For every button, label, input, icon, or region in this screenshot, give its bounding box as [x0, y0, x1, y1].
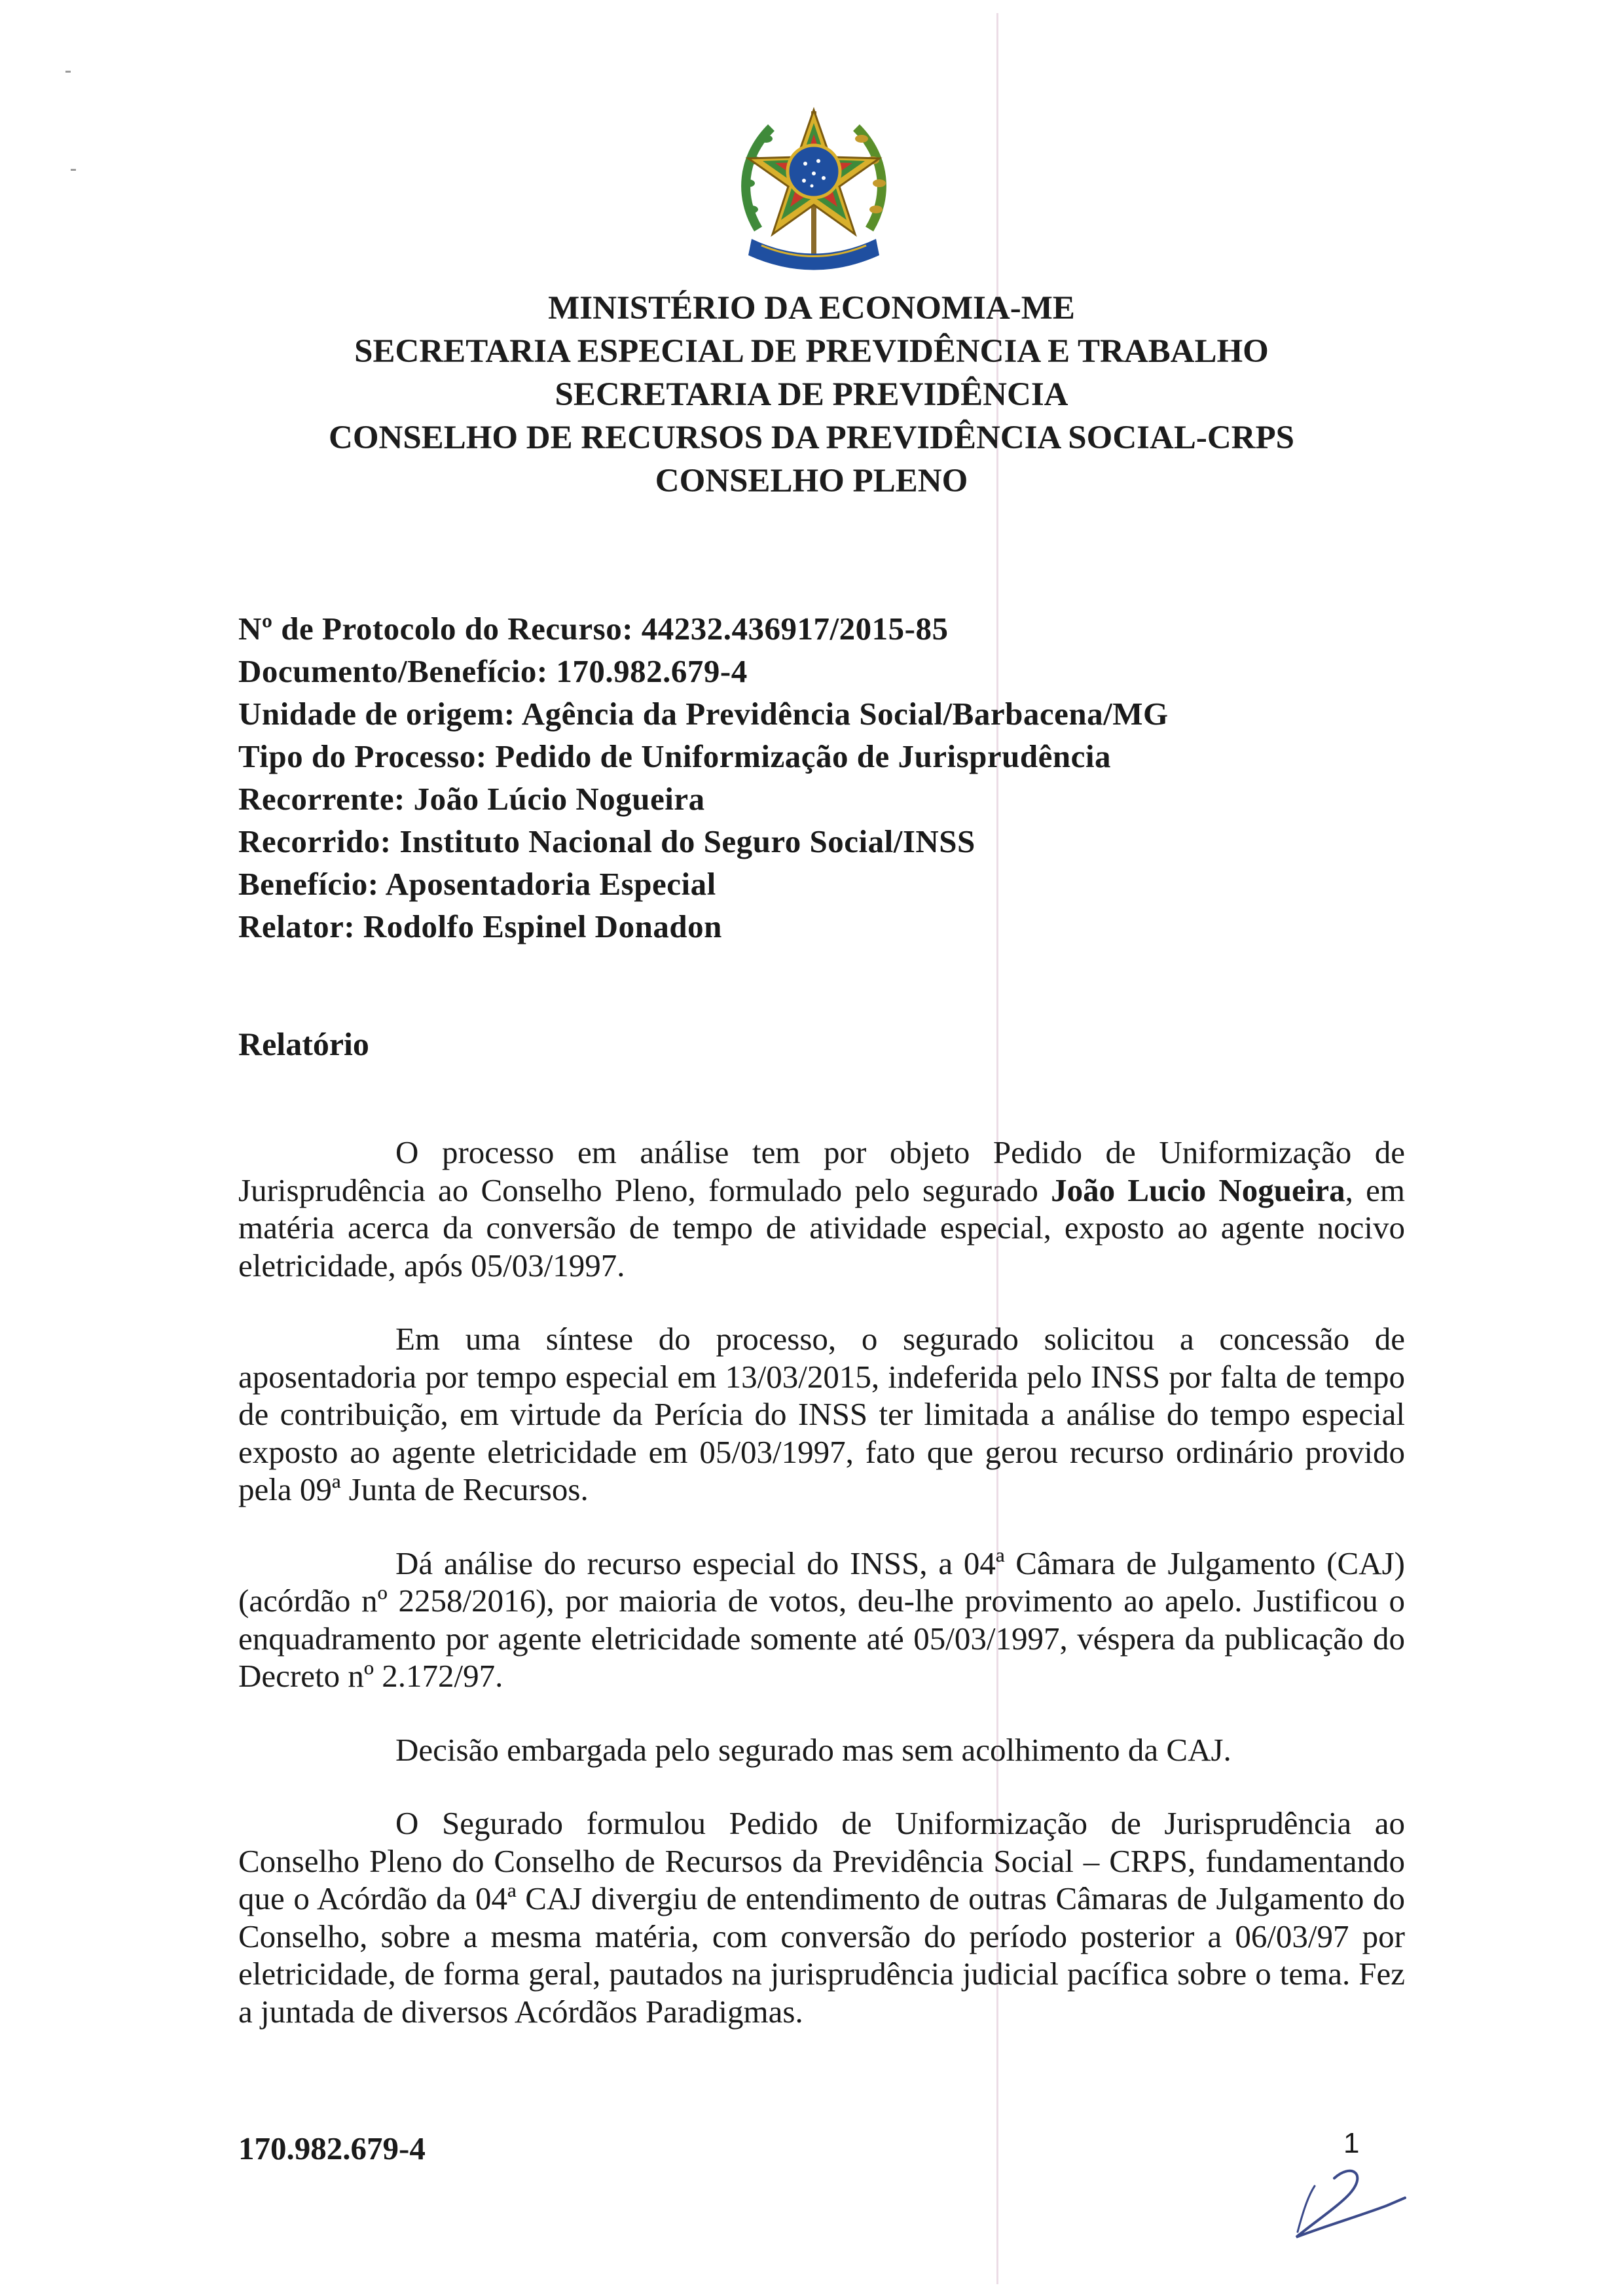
- paragraph-4: Decisão embargada pelo segurado mas sem acolhimento da CAJ.: [395, 1731, 1231, 1768]
- meta-relator: Relator: Rodolfo Espinel Donadon: [238, 908, 722, 944]
- header-line-conselho-recursos: CONSELHO DE RECURSOS DA PREVIDÊNCIA SOCIAL-CRPS: [328, 420, 1294, 456]
- process-metadata: [238, 607, 1482, 948]
- paragraph-5: O Segurado formulou Pedido de Uniformização de Jurisprudência ao Conselho Pleno do Conselho de Recursos da Previdência Social – CRPS, fundamentando que o Acórdão da 04ª CAJ divergiu de entendimento de outras Câmaras de Julgamento do Conselho, sobre a mesma matéria, com conversão do período posterior a 06/03/97 por eletricidade, de forma geral, pautados na jurisprudência judicial pacífica sobre o tema. Fez a juntada de diversos Acórdãos Paradigmas.: [238, 1805, 1405, 2030]
- page-number: 1: [1343, 2127, 1360, 2159]
- ministry-header: [0, 287, 1623, 503]
- footer-document-id: 170.982.679-4: [238, 2130, 426, 2166]
- meta-unidade: Unidade de origem: Agência da Previdência Social/Barbacena/MG: [238, 696, 1169, 732]
- paragraph-1-name: João Lucio Nogueira: [1051, 1172, 1345, 1208]
- meta-protocolo: Nº de Protocolo do Recurso: 44232.436917/2015-85: [238, 611, 949, 647]
- meta-recorrido: Recorrido: Instituto Nacional do Seguro Social/INSS: [238, 823, 976, 859]
- scan-speck: [71, 169, 76, 171]
- header-line-conselho-pleno: CONSELHO PLENO: [655, 463, 968, 499]
- meta-beneficio: Benefício: Aposentadoria Especial: [238, 866, 716, 902]
- report-body: [238, 1134, 1405, 2066]
- header-line-ministry: MINISTÉRIO DA ECONOMIA-ME: [548, 290, 1075, 327]
- header-line-secretaria: SECRETARIA DE PREVIDÊNCIA: [555, 376, 1068, 413]
- section-title-relatorio: Relatório: [238, 1026, 369, 1062]
- paragraph-3: Dá análise do recurso especial do INSS, a 04ª Câmara de Julgamento (CAJ) (acórdão nº 2258/2016), por maioria de votos, deu-lhe provimento ao apelo. Justificou o enquadramento por agente eletricidade somente até 05/03/1997, véspera da publicação do Decreto nº 2.172/97.: [238, 1545, 1405, 1694]
- paragraph-1: [238, 1134, 1405, 1284]
- handwritten-initials-signature: [1288, 2160, 1413, 2245]
- paragraph-1-text-b: , em matéria acerca da conversão de tempo de atividade especial, exposto ao agente nocivo eletricidade, após 05/03/1997.: [238, 1172, 1405, 1283]
- meta-tipo: Tipo do Processo: Pedido de Uniformização de Jurisprudência: [238, 738, 1112, 774]
- meta-documento: Documento/Benefício: 170.982.679-4: [238, 653, 748, 689]
- paragraph-2: Em uma síntese do processo, o segurado solicitou a concessão de aposentadoria por tempo especial em 13/03/2015, indeferida pelo INSS por falta de tempo de contribuição, em virtude da Perícia do INSS ter limitada a análise do tempo especial exposto ao agente eletricidade em 05/03/1997, fato que gerou recurso ordinário provido pela 09ª Junta de Recursos.: [238, 1321, 1405, 1507]
- brazil-coat-of-arms-icon: [732, 98, 896, 275]
- paragraph-1-text-a: O processo em análise tem por objeto Pedido de Uniformização de Jurisprudência ao Conselho Pleno, formulado pelo segurado: [238, 1134, 1405, 1208]
- header-line-secretaria-especial: SECRETARIA ESPECIAL DE PREVIDÊNCIA E TRABALHO: [354, 333, 1269, 370]
- scan-speck: [65, 71, 71, 73]
- meta-recorrente: Recorrente: João Lúcio Nogueira: [238, 781, 705, 817]
